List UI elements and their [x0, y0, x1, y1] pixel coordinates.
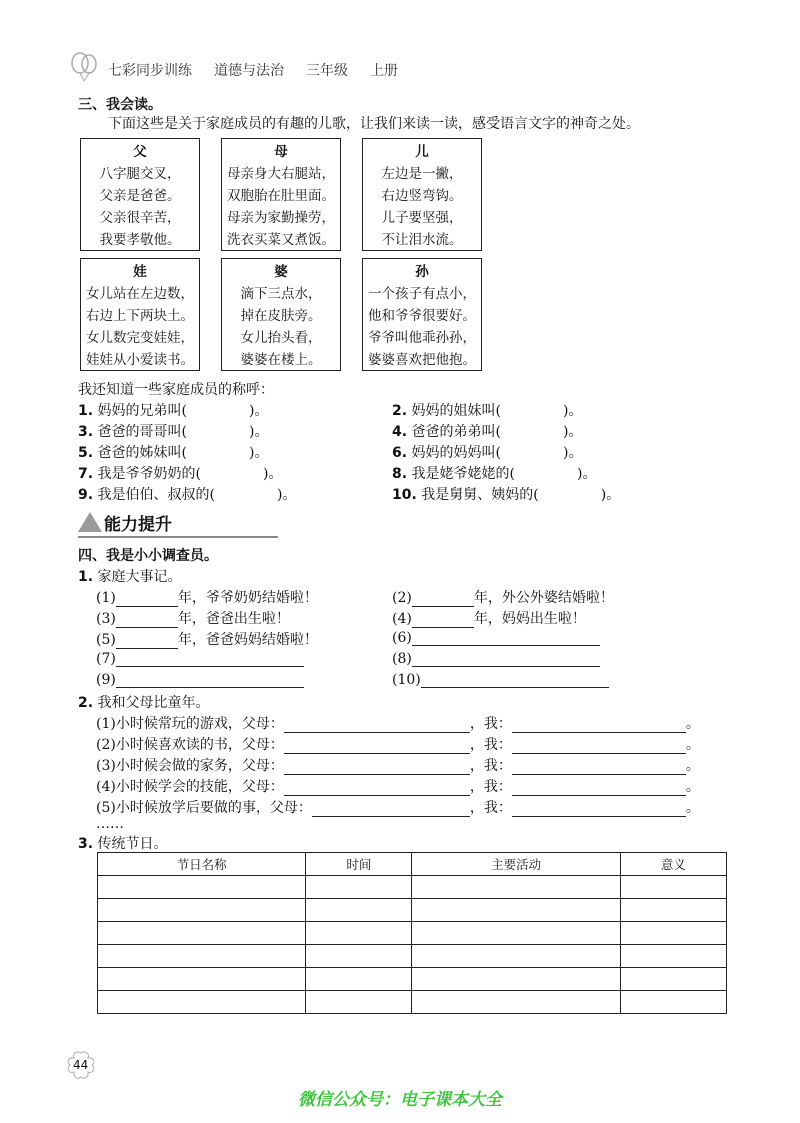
blank-line[interactable] [116, 650, 304, 667]
festival-table [97, 852, 727, 1014]
parents-answer-line[interactable] [312, 800, 470, 817]
parents-answer-line[interactable] [284, 716, 470, 733]
table-cell[interactable] [412, 922, 620, 945]
blank-line[interactable] [412, 611, 474, 628]
poem-line: 儿子要坚强， [381, 210, 463, 226]
event-item-7: (7) [96, 650, 304, 667]
mountain-icon [78, 512, 102, 532]
poem-line: 滴下三点水， [240, 286, 322, 302]
page-number: 44 [73, 1058, 89, 1072]
poem-line: 女儿数完变娃娃， [86, 330, 194, 346]
poem-line: 女儿抬头看， [240, 330, 322, 346]
table-cell[interactable] [306, 876, 412, 899]
table-cell[interactable] [412, 899, 620, 922]
event-item-6: (6) [392, 629, 600, 646]
question-3: 3. 爸爸的哥哥叫( )。 [78, 424, 269, 440]
question-4: 4. 爸爸的弟弟叫( )。 [392, 424, 583, 440]
table-cell[interactable] [306, 899, 412, 922]
section3-intro: 下面这些是关于家庭成员的有趣的儿歌，让我们来读一读，感受语言文字的神奇之处。 [108, 116, 640, 132]
poem-title: 孙 [415, 264, 429, 280]
question-1: 1. 妈妈的兄弟叫( )。 [78, 403, 269, 419]
childhood-item-2: (2)小时候喜欢读的书，父母： ，我： 。 [96, 737, 700, 753]
subject-name: 道德与法治 [214, 63, 284, 79]
childhood-item-1: (1)小时候常玩的游戏，父母： ，我： 。 [96, 716, 700, 732]
poem-box-sun [362, 258, 482, 371]
q3-title: 3. 传统节日。 [78, 836, 168, 852]
banner-underline [78, 536, 278, 538]
poem-line: 父亲是爸爸。 [99, 188, 181, 204]
table-cell[interactable] [412, 991, 620, 1014]
table-cell[interactable] [98, 945, 306, 968]
table-cell[interactable] [412, 968, 620, 991]
table-header-row [98, 853, 727, 876]
question-6: 6. 妈妈的妈妈叫( )。 [392, 445, 583, 461]
section3-title: 三、我会读。 [78, 97, 162, 113]
poem-line: 他和爷爷很要好。 [368, 308, 476, 324]
event-item-10: (10) [392, 671, 609, 688]
poem-line: 右边竖弯钩。 [381, 188, 463, 204]
table-cell[interactable] [620, 945, 726, 968]
poem-line: 我要孝敬他。 [99, 232, 181, 248]
page-number-badge [64, 1050, 98, 1080]
table-cell[interactable] [412, 945, 620, 968]
poem-line: 娃娃从小爱读书。 [86, 352, 194, 368]
poem-line: 双胞胎在肚里面。 [227, 188, 335, 204]
poem-title: 父 [133, 144, 147, 160]
childhood-item-5: (5)小时候放学后要做的事，父母： ，我： 。 [96, 800, 700, 816]
table-cell[interactable] [306, 968, 412, 991]
q1-title: 1. 家庭大事记。 [78, 569, 182, 585]
event-item-4: (4) 年，妈妈出生啦！ [392, 611, 586, 627]
blank-line[interactable] [116, 611, 178, 628]
question-9: 9. 我是伯伯、叔叔的( )。 [78, 487, 297, 503]
event-item-8: (8) [392, 650, 600, 667]
parents-answer-line[interactable] [284, 737, 470, 754]
my-answer-line[interactable] [512, 758, 686, 775]
table-cell[interactable] [98, 922, 306, 945]
table-cell[interactable] [306, 945, 412, 968]
table-cell[interactable] [620, 899, 726, 922]
childhood-item-4: (4)小时候学会的技能，父母： ，我： 。 [96, 779, 700, 795]
ellipsis: …… [96, 816, 124, 832]
table-header: 主要活动 [412, 853, 620, 876]
my-answer-line[interactable] [512, 779, 686, 796]
blank-line[interactable] [116, 671, 304, 688]
event-item-9: (9) [96, 671, 304, 688]
poem-title: 儿 [415, 144, 429, 160]
poem-line: 爷爷叫他乖孙孙， [368, 330, 476, 346]
footer-watermark: 微信公众号：电子课本大全 [298, 1090, 502, 1110]
table-row [98, 991, 727, 1014]
childhood-item-3: (3)小时候会做的家务，父母： ，我： 。 [96, 758, 700, 774]
poem-title: 母 [274, 144, 288, 160]
table-cell[interactable] [620, 876, 726, 899]
table-cell[interactable] [306, 922, 412, 945]
event-item-3: (3) 年，爸爸出生啦！ [96, 611, 290, 627]
event-item-1: (1) 年，爷爷奶奶结婚啦！ [96, 590, 318, 606]
table-row [98, 922, 727, 945]
poem-box-fu [80, 138, 200, 251]
table-cell[interactable] [412, 876, 620, 899]
table-row [98, 876, 727, 899]
poem-title: 婆 [274, 264, 288, 280]
question-2: 2. 妈妈的姐妹叫( )。 [392, 403, 583, 419]
poem-line: 母亲身大右腿站， [227, 166, 335, 182]
table-row [98, 899, 727, 922]
series-name: 七彩同步训练 [108, 63, 192, 79]
table-cell[interactable] [98, 968, 306, 991]
poem-line: 右边上下两块土。 [86, 308, 194, 324]
poem-line: 掉在皮肤旁。 [240, 308, 322, 324]
table-cell[interactable] [98, 899, 306, 922]
event-item-5: (5) 年，爸爸妈妈结婚啦！ [96, 632, 318, 648]
poem-box-po [221, 258, 341, 371]
my-answer-line[interactable] [512, 737, 686, 754]
my-answer-line[interactable] [512, 716, 686, 733]
poem-line: 女儿站在左边数， [86, 286, 194, 302]
blank-line[interactable] [116, 590, 178, 607]
table-cell[interactable] [98, 876, 306, 899]
poem-line: 八字腿交叉， [99, 166, 181, 182]
poem-line: 父亲很辛苦， [99, 210, 181, 226]
parents-answer-line[interactable] [284, 758, 470, 775]
table-header: 意义 [620, 853, 726, 876]
know-prompt: 我还知道一些家庭成员的称呼： [78, 382, 274, 398]
table-cell[interactable] [620, 991, 726, 1014]
table-header: 节日名称 [98, 853, 306, 876]
banner-title: 能力提升 [104, 515, 172, 535]
table-cell[interactable] [620, 922, 726, 945]
question-10: 10. 我是舅舅、姨妈的( )。 [392, 487, 621, 503]
blank-line[interactable] [412, 590, 474, 607]
my-answer-line[interactable] [512, 800, 686, 817]
event-item-2: (2) 年，外公外婆结婚啦！ [392, 590, 614, 606]
poem-box-wa [80, 258, 200, 371]
poem-line: 母亲为家勤操劳， [227, 210, 335, 226]
blank-line[interactable] [116, 632, 178, 649]
blank-line[interactable] [412, 650, 600, 667]
table-cell[interactable] [98, 991, 306, 1014]
section4-title: 四、我是小小调查员。 [78, 548, 218, 564]
poem-line: 左边是一撇， [381, 166, 463, 182]
question-8: 8. 我是姥爷姥姥的( )。 [392, 466, 597, 482]
parents-answer-line[interactable] [284, 779, 470, 796]
q2-title: 2. 我和父母比童年。 [78, 695, 210, 711]
table-row [98, 945, 727, 968]
term-name: 上册 [370, 63, 398, 79]
poem-title: 娃 [133, 264, 147, 280]
grade-name: 三年级 [306, 63, 348, 79]
balloon-logo-icon [70, 52, 98, 82]
table-header: 时间 [306, 853, 412, 876]
poem-box-mu [221, 138, 341, 251]
poem-line: 一个孩子有点小， [368, 286, 476, 302]
table-cell[interactable] [620, 968, 726, 991]
table-cell[interactable] [306, 991, 412, 1014]
blank-line[interactable] [421, 671, 609, 688]
poem-line: 洗衣买菜又煮饭。 [227, 232, 335, 248]
poem-line: 婆婆在楼上。 [240, 352, 322, 368]
page-header [108, 60, 420, 80]
table-row [98, 968, 727, 991]
question-5: 5. 爸爸的姊妹叫( )。 [78, 445, 269, 461]
poem-box-er [362, 138, 482, 251]
poem-line: 婆婆喜欢把他抱。 [368, 352, 476, 368]
blank-line[interactable] [412, 629, 600, 646]
question-7: 7. 我是爷爷奶奶的( )。 [78, 466, 283, 482]
poem-line: 不让泪水流。 [381, 232, 463, 248]
